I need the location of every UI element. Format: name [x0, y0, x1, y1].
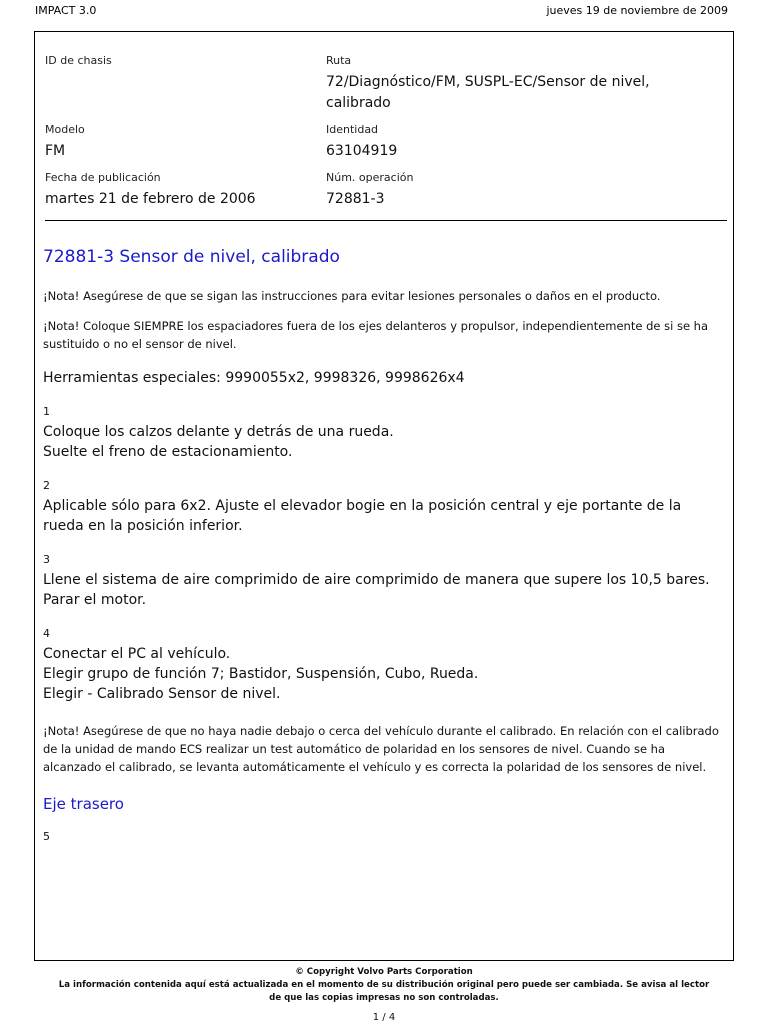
copyright-notice: © Copyright Volvo Parts Corporation [295, 967, 473, 977]
print-date: jueves 19 de noviembre de 2009 [546, 4, 728, 17]
document-frame [34, 31, 734, 961]
pubdate-label: Fecha de publicación [45, 171, 161, 184]
step-line: Parar el motor. [43, 592, 147, 608]
special-tools: Herramientas especiales: 9990055x2, 9998326, 9998626x4 [43, 370, 465, 386]
model-value: FM [45, 143, 66, 159]
route-value: 72/Diagnóstico/FM, SUSPL-EC/Sensor de nivel, calibrado [326, 74, 650, 111]
calibration-note: ¡Nota! Asegúrese de que no haya nadie debajo o cerca del vehículo durante el calibrado. En relación con el calibrado de la unidad de mando ECS realizar un test automático de polaridad en los sensores de nivel. Cuando se ha alcanzado el calibrado, se levanta automáticamente el vehículo y es correcta la polaridad de los sensores de nivel. [43, 724, 719, 774]
metadata-block [45, 32, 727, 221]
route-field [326, 54, 686, 114]
rear-axle-heading: Eje trasero [43, 795, 124, 813]
step-number: 2 [43, 479, 50, 492]
app-title: IMPACT 3.0 [35, 4, 97, 17]
page-footer [0, 966, 768, 1024]
identity-label: Identidad [326, 123, 379, 136]
step-2 [43, 479, 723, 536]
chassis-field [45, 54, 365, 72]
step-3 [43, 553, 723, 610]
step-line: Coloque los calzos delante y detrás de una rueda. [43, 424, 394, 440]
page-header [0, 0, 768, 26]
identity-field [326, 123, 646, 162]
step-number: 1 [43, 405, 50, 418]
step-line: Conectar el PC al vehículo. [43, 646, 231, 662]
model-label: Modelo [45, 123, 85, 136]
pubdate-value: martes 21 de febrero de 2006 [45, 191, 256, 207]
page-indicator: 1 / 4 [372, 1012, 396, 1023]
opnum-value: 72881-3 [326, 191, 385, 207]
disclaimer: La información contenida aquí está actualizada en el momento de su distribución original pero puede ser cambiada. Se avisa al lector de que las copias impresas no son controladas. [58, 980, 710, 1003]
opnum-field [326, 171, 646, 210]
step-line: Elegir - Calibrado Sensor de nivel. [43, 686, 281, 702]
step-line: Aplicable sólo para 6x2. Ajuste el elevador bogie en la posición central y eje portante de la rueda en la posición inferior. [43, 498, 682, 534]
procedure-content [43, 232, 723, 844]
model-field [45, 123, 365, 162]
step-5-number: 5 [43, 830, 50, 843]
route-label: Ruta [326, 54, 352, 67]
pubdate-field [45, 171, 365, 210]
identity-value: 63104919 [326, 143, 398, 159]
step-1 [43, 405, 723, 462]
safety-note: ¡Nota! Asegúrese de que se sigan las instrucciones para evitar lesiones personales o daños en el producto. [43, 289, 661, 303]
opnum-label: Núm. operación [326, 171, 414, 184]
step-number: 3 [43, 553, 50, 566]
step-number: 4 [43, 627, 50, 640]
document-title: 72881-3 Sensor de nivel, calibrado [43, 247, 340, 267]
chassis-label: ID de chasis [45, 54, 112, 67]
step-line: Suelte el freno de estacionamiento. [43, 444, 293, 460]
step-line: Llene el sistema de aire comprimido de aire comprimido de manera que supere los 10,5 bares. [43, 572, 710, 588]
step-4 [43, 627, 723, 704]
step-line: Elegir grupo de función 7; Bastidor, Suspensión, Cubo, Rueda. [43, 666, 479, 682]
spacer-note: ¡Nota! Coloque SIEMPRE los espaciadores fuera de los ejes delanteros y propulsor, independientemente de si se ha sustituido o no el sensor de nivel. [43, 319, 709, 351]
